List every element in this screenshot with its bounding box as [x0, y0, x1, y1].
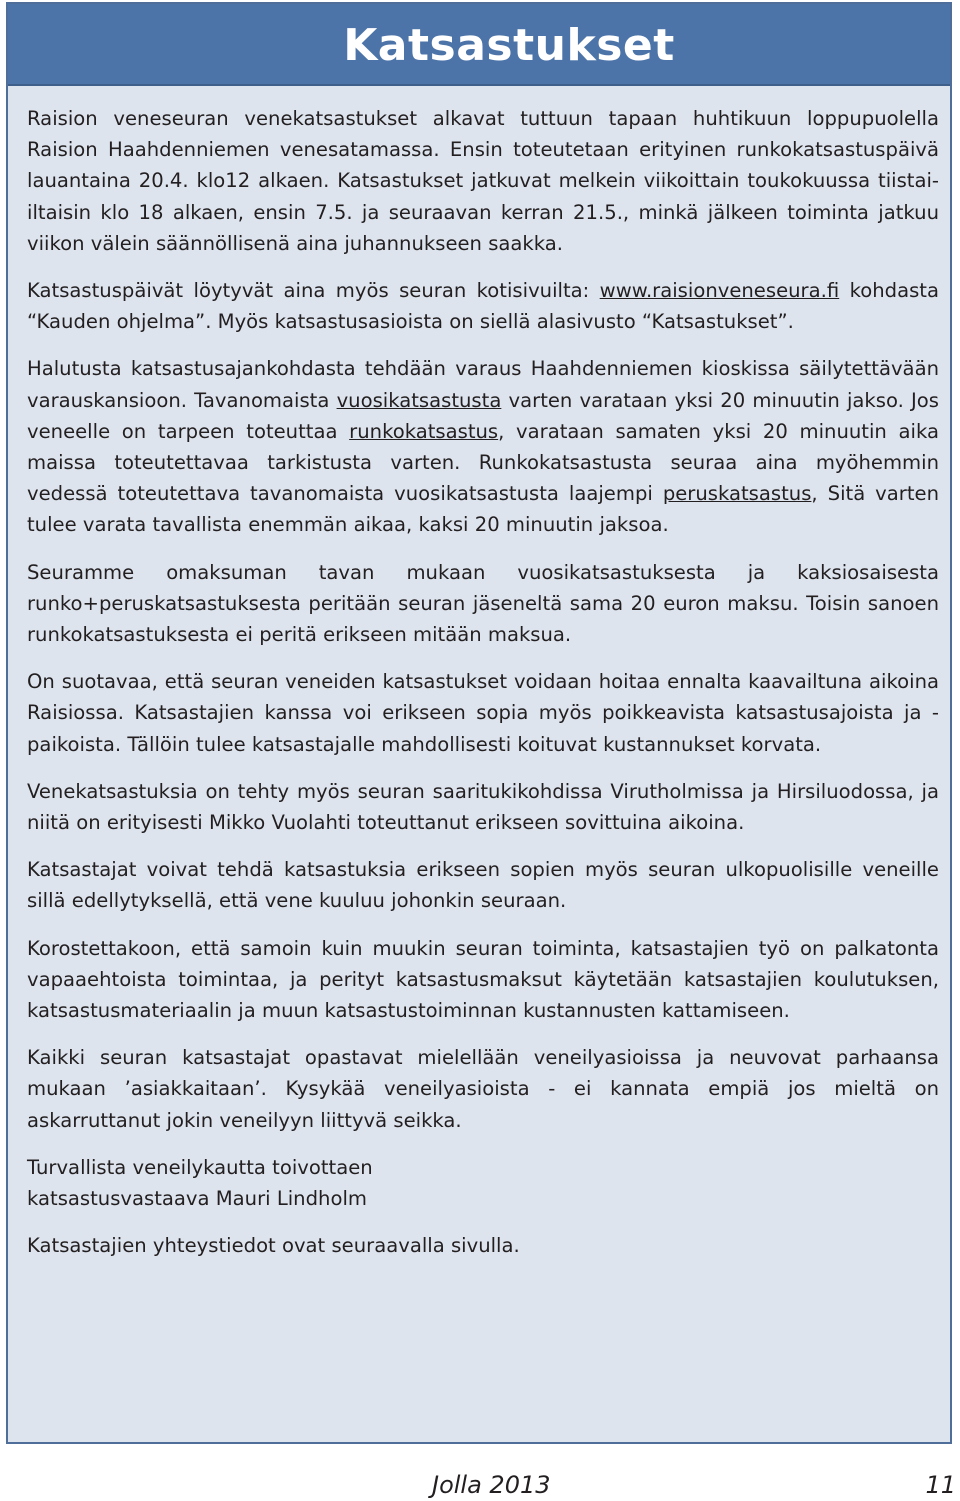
paragraph-schedule: Raision veneseuran venekatsastukset alkavat tuttuun tapaan huhtikuun loppupuolella Raision Haahdenniemen venesatamassa. Ensin toteutetaan erityinen runkokatsastuspäivä lauantaina 20.4. klo12 alkaen. Katsastukset jatkuvat melkein viikoittain toukokuussa tiistai-iltaisin klo 18 alkaen, ensin 7.5. ja seuraavan kerran 21.5., minkä jälkeen toiminta jatkuu viikon välein säännöllisenä aina juhannukseen saakka.	[27, 107, 939, 255]
paragraph-reservation	[27, 353, 939, 540]
website-link[interactable]: www.raisionveneseura.fi	[599, 279, 840, 303]
paragraph-website	[27, 275, 939, 337]
paragraph-outside-boats: Katsastajat voivat tehdä katsastuksia erikseen sopien myös seuran ulkopuolisille veneille sillä edellytyksellä, että vene kuuluu johonkin seuraan.	[27, 858, 939, 913]
paragraph-website-text-before: Katsastuspäivät löytyvät aina myös seuran kotisivuilta:	[27, 279, 600, 303]
paragraph-website-text-after: kohdasta “Kauden ohjelma”. Myös katsastusasioista on siellä alasivusto “Katsastukset”.	[27, 279, 939, 334]
reservation-text-2: varten varataan yksi 20 minuutin jakso. Jos veneelle on tarpeen toteuttaa	[27, 388, 940, 443]
footer-page-number: 11	[925, 1471, 956, 1499]
article-box	[6, 2, 952, 1444]
article-title: Katsastukset	[343, 20, 675, 71]
paragraph-island-bases: Venekatsastuksia on tehty myös seuran saaritukikohdissa Virutholmissa ja Hirsiluodossa, ja niitä on erityisesti Mikko Vuolahti toteuttanut erikseen sovittuina aikoina.	[27, 779, 939, 835]
paragraph-fees: Seuramme omaksuman tavan mukaan vuosikatsastuksesta ja kaksiosaisesta runko+peruskatsastuksesta peritään seuran jäseneltä sama 20 euron maksu. Toisin sanoen runkokatsastuksesta ei peritä erikseen mitään maksua.	[27, 560, 939, 647]
term-peruskatsastus: peruskatsastus	[662, 482, 812, 506]
term-runkokatsastus: runkokatsastus	[349, 419, 499, 443]
signoff-signature: katsastusvastaava Mauri Lindholm	[27, 1187, 367, 1211]
title-bar	[8, 4, 950, 86]
reservation-text-4: , Sitä varten tulee varata tavallista enemmän aikaa, kaksi 20 minuutin jaksoa.	[27, 482, 939, 537]
reservation-text-1: Halutusta katsastusajankohdasta tehdään varaus Haahdenniemen kioskissa säilytettävään varauskansioon. Tavanomaista	[27, 357, 939, 412]
article-body	[27, 103, 939, 1278]
reservation-text-3: , varataan samaten yksi 20 minuutin aika maissa toteutettavaa tarkistusta varten. Runkokatsastusta seuraa aina myöhemmin vedessä toteutettava tavanomaista vuosikatsastusta laajempi	[27, 419, 939, 506]
footer-publication: Jolla 2013	[432, 1471, 551, 1499]
signoff-greeting: Turvallista veneilykautta toivottaen	[27, 1155, 373, 1179]
paragraph-volunteer: Korostettakoon, että samoin kuin muukin seuran toiminta, katsastajien työ on palkatonta vapaaehtoista toimintaa, ja perityt katsastusmaksut käytetään katsastajien koulutuksen, katsastusmateriaalin ja muun katsastustoiminnan kustannusten kattamiseen.	[27, 936, 939, 1023]
paragraph-location: On suotavaa, että seuran veneiden katsastukset voidaan hoitaa ennalta kaavailtuna aikoina Raisiossa. Katsastajien kanssa voi erikseen sopia myös poikkeavista katsastusajoista ja -paikoista. Tällöin tulee katsastajalle mahdollisesti koituvat kustannukset korvata.	[27, 670, 939, 756]
paragraph-contact-note: Katsastajien yhteystiedot ovat seuraavalla sivulla.	[27, 1234, 520, 1258]
term-vuosikatsastus: vuosikatsastusta	[336, 388, 502, 412]
paragraph-advice: Kaikki seuran katsastajat opastavat mielellään veneilyasioissa ja neuvovat parhaansa mukaan ’asiakkaitaan’. Kysykää veneilyasioista - ei kannata empiä jos mieltä on askarruttanut jokin veneilyyn liittyvä seikka.	[27, 1046, 939, 1132]
